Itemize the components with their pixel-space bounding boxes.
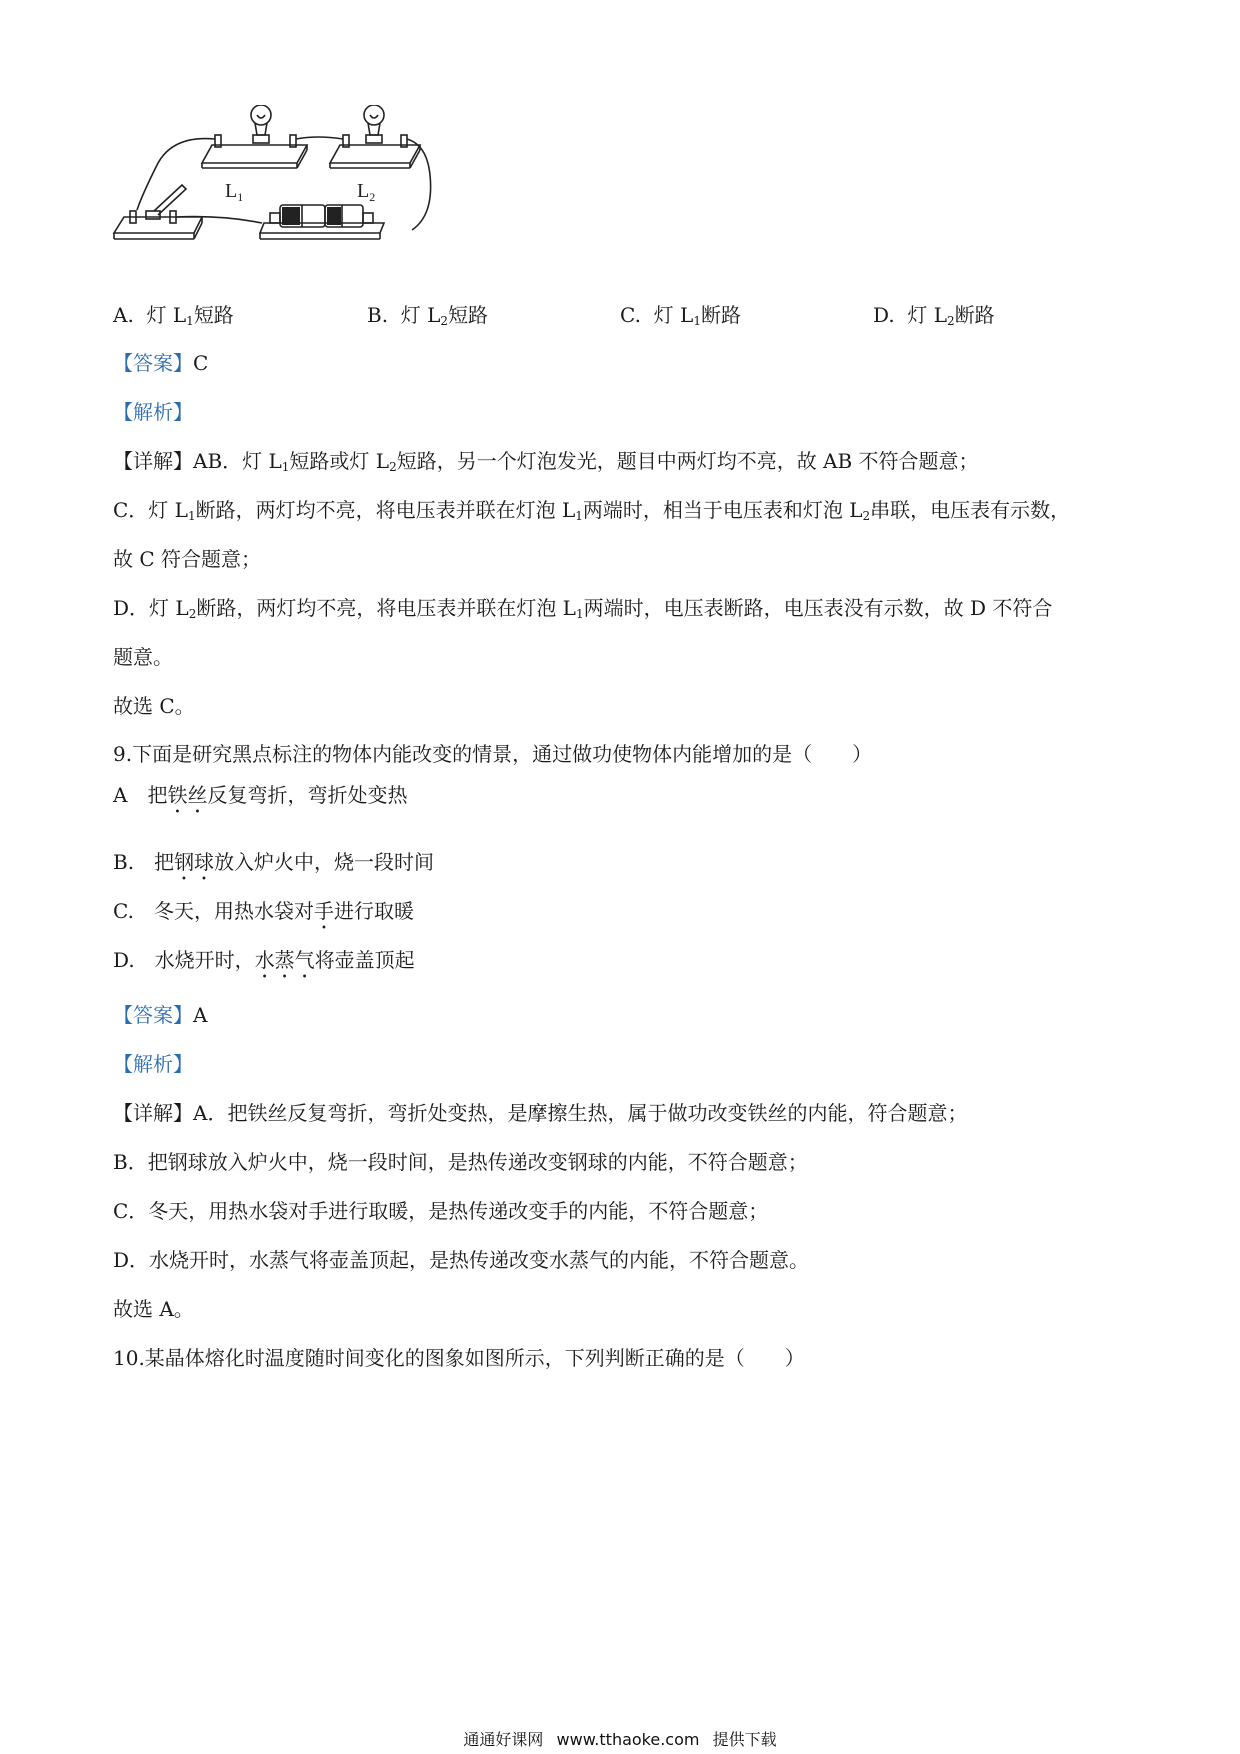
q8-detail-3: 故 C 符合题意； [113,547,262,571]
q9-option-c: C. 冬天，用热水袋对手进行取暖 [113,899,414,923]
q9-detail-d: D．水烧开时，水蒸气将壶盖顶起，是热传递改变水蒸气的内能，不符合题意。 [113,1248,810,1272]
q8-detail-5: 题意。 [113,645,173,669]
q9-detail-a: 【详解】A．把铁丝反复弯折，弯折处变热，是摩擦生热，属于做功改变铁丝的内能，符合题意； [113,1101,968,1125]
q8-option-c: C. 灯 $L_1$断路 [620,303,741,328]
q9-detail-b: B．把钢球放入炉火中，烧一段时间，是热传递改变钢球的内能，不符合题意； [113,1150,808,1174]
q8-analysis-tag: 【解析】 [113,400,193,424]
circuit-diagram [112,105,452,280]
q9-detail-c: C．冬天，用热水袋对手进行取暖，是热传递改变手的内能，不符合题意； [113,1199,769,1223]
q9-option-a: A 把铁丝反复弯折，弯折处变热 [113,783,408,807]
battery-holder [260,223,384,233]
q8-conclusion: 故选 C。 [113,694,195,718]
footer-download: 提供下载 [712,1730,777,1749]
q9-stem: 9.下面是研究黑点标注的物体内能改变的情景，通过做功使物体内能增加的是（ ） [113,742,873,766]
label-l1: $L_1$ [225,180,244,204]
q9-option-d: D. 水烧开时，水蒸气将壶盖顶起 [113,948,415,972]
q8-detail-1: 【详解】AB．灯 $L_1$短路或灯 $L_2$短路，另一个灯泡发光，题目中两灯均不亮，故 AB 不符合题意； [113,449,979,474]
page-footer [0,1727,1240,1750]
q8-option-a: A. 灯 $L_1$短路 [113,303,234,328]
footer-site-name: 通通好课网 [463,1730,544,1749]
bulb-l2 [364,105,384,125]
q9-answer: 【答案】A [113,1003,208,1027]
q8-answer: 【答案】C [113,351,209,375]
label-l2: $L_2$ [357,180,376,204]
footer-url[interactable]: www.tthaoke.com [556,1730,700,1749]
q9-analysis-tag: 【解析】 [113,1052,193,1076]
q8-detail-2: C．灯 $L_1$断路，两灯均不亮，将电压表并联在灯泡 $L_1$两端时，相当于电压表和灯泡 $L_2$串联，电压表有示数， [113,498,1071,523]
q9-option-b: B. 把钢球放入炉火中，烧一段时间 [113,850,435,874]
q8-option-d: D. 灯 $L_2$断路 [873,303,995,328]
q8-detail-4: D．灯 $L_2$断路，两灯均不亮，将电压表并联在灯泡 $L_1$两端时，电压表断路，电压表没有示数，故 D 不符合 [113,596,1053,621]
q10-stem: 10.某晶体熔化时温度随时间变化的图象如图所示，下列判断正确的是（ ） [113,1346,805,1370]
q9-conclusion: 故选 A。 [113,1297,194,1321]
q8-option-b: B. 灯 $L_2$短路 [367,303,489,328]
bulb-l1 [251,105,271,125]
